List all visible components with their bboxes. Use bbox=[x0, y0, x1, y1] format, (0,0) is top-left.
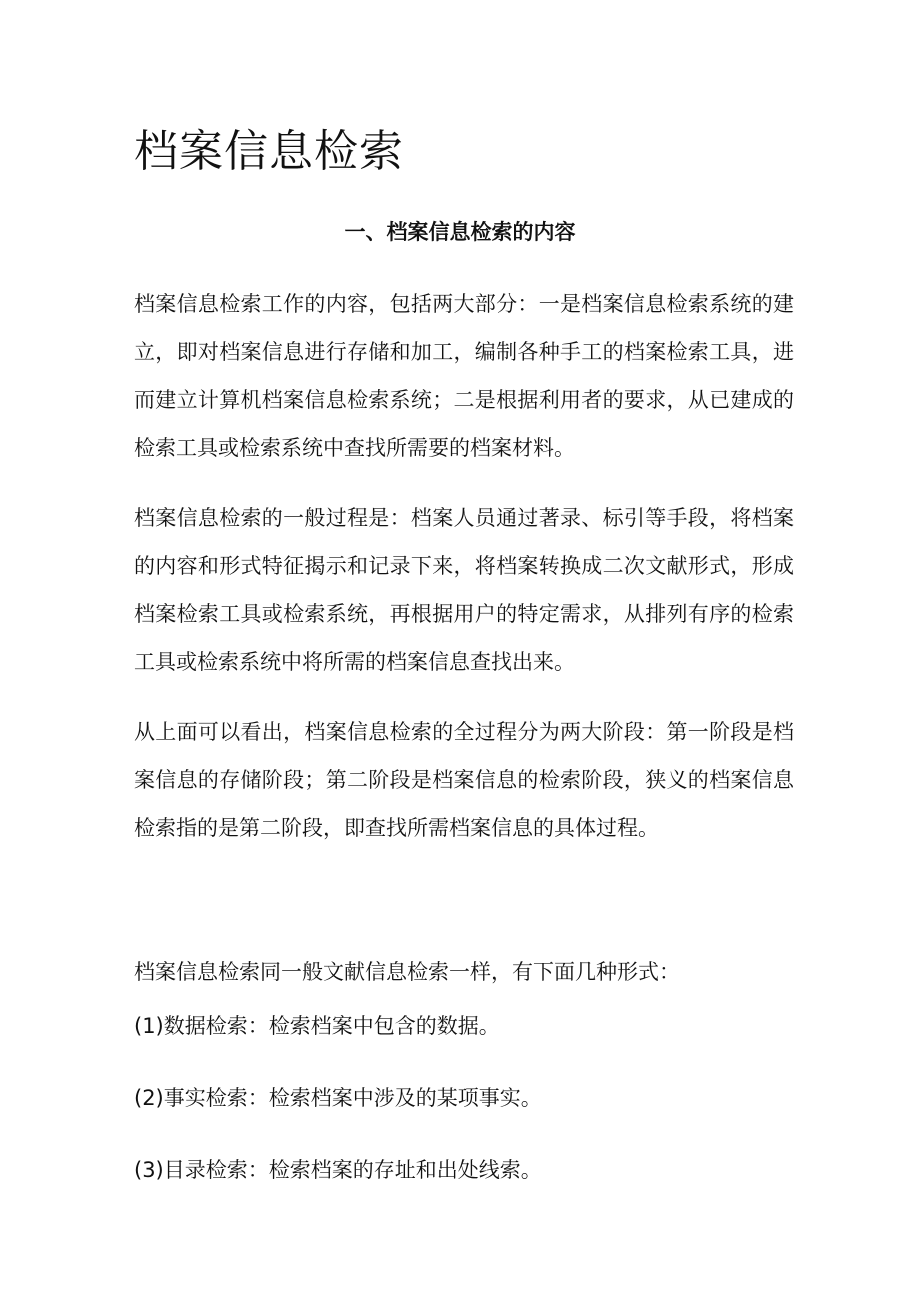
paragraph-two-stages: 从上面可以看出，档案信息检索的全过程分为两大阶段：第一阶段是档案信息的存储阶段；第二阶段是档案信息的检索阶段，狭义的档案信息检索指的是第二阶段，即查找所需档案信息的具体过程。 bbox=[134, 720, 794, 840]
paragraph-retrieval-forms-intro: 档案信息检索同一般文献信息检索一样，有下面几种形式： bbox=[134, 960, 680, 984]
paragraph-general-process: 档案信息检索的一般过程是：档案人员通过著录、标引等手段，将档案的内容和形式特征揭示和记录下来，将档案转换成二次文献形式，形成档案检索工具或检索系统，再根据用户的特定需求，从排列有序的检索工具或检索系统中将所需的档案信息查找出来。 bbox=[134, 506, 794, 674]
document-title: 档案信息检索 bbox=[134, 126, 404, 177]
list-item-catalog-retrieval: (3)目录检索：检索档案的存址和出处线索。 bbox=[134, 1158, 542, 1182]
section-heading: 一、档案信息检索的内容 bbox=[344, 220, 576, 244]
paragraph-content-scope: 档案信息检索工作的内容，包括两大部分：一是档案信息检索系统的建立，即对档案信息进行存储和加工，编制各种手工的档案检索工具，进而建立计算机档案信息检索系统；二是根据利用者的要求，从已建成的检索工具或检索系统中查找所需要的档案材料。 bbox=[134, 292, 794, 460]
list-item-data-retrieval: (1)数据检索：检索档案中包含的数据。 bbox=[134, 1014, 500, 1038]
list-item-fact-retrieval: (2)事实检索：检索档案中涉及的某项事实。 bbox=[134, 1086, 542, 1110]
